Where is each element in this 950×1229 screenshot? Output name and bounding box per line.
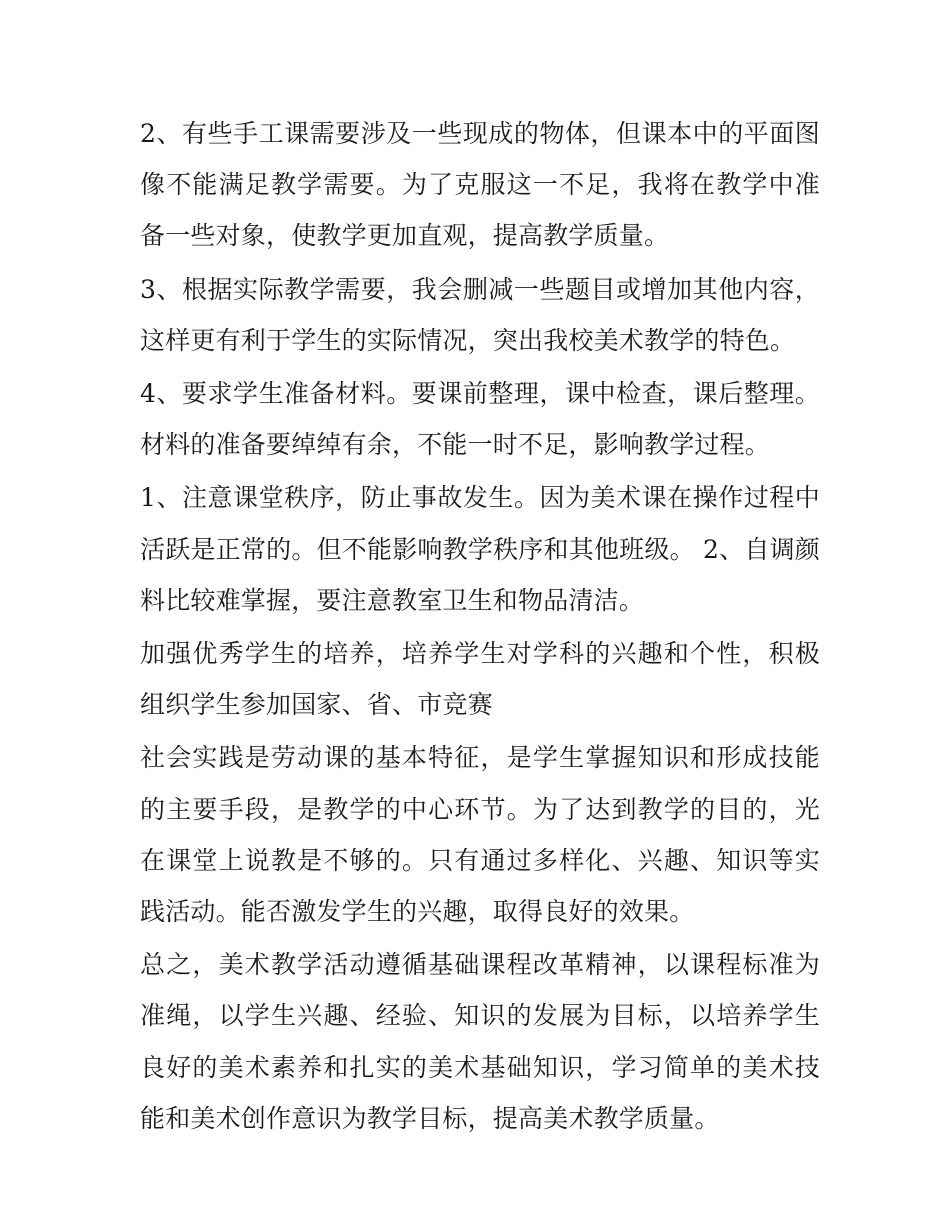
paragraph-content-adjust: 3、根据实际教学需要，我会删减一些题目或增加其他内容，这样更有利于学生的实际情况，突出我校美术教学的特色。 [140, 274, 820, 355]
paragraph-excellent-students: 加强优秀学生的培养，培养学生对学科的兴趣和个性，积极组织学生参加国家、省、市竞赛 [140, 639, 820, 720]
paragraph-student-materials: 4、要求学生准备材料。要课前整理，课中检查，课后整理。材料的准备要绰绰有余，不能一时不足，影响教学过程。 [140, 379, 820, 460]
paragraph-conclusion: 总之，美术教学活动遵循基础课程改革精神，以课程标准为准绳，以学生兴趣、经验、知识的发展为目标，以培养学生良好的美术素养和扎实的美术基础知识，学习简单的美术技能和美术创作意识为教学目标，提高美术教学质量。 [140, 950, 820, 1133]
paragraph-material-prep: 2、有些手工课需要涉及一些现成的物体，但课本中的平面图像不能满足教学需要。为了克服这一不足，我将在教学中准备一些对象，使教学更加直观，提高教学质量。 [140, 119, 820, 251]
paragraph-social-practice: 社会实践是劳动课的基本特征，是学生掌握知识和形成技能的主要手段，是教学的中心环节。为了达到教学的目的，光在课堂上说教是不够的。只有通过多样化、兴趣、知识等实践活动。能否激发学生的兴趣，取得良好的效果。 [140, 743, 820, 927]
document-body [140, 108, 820, 1146]
paragraph-classroom-order: 1、注意课堂秩序，防止事故发生。因为美术课在操作过程中活跃是正常的。但不能影响教学秩序和其他班级。 2、自调颜料比较难掌握，要注意教室卫生和物品清洁。 [140, 483, 820, 615]
